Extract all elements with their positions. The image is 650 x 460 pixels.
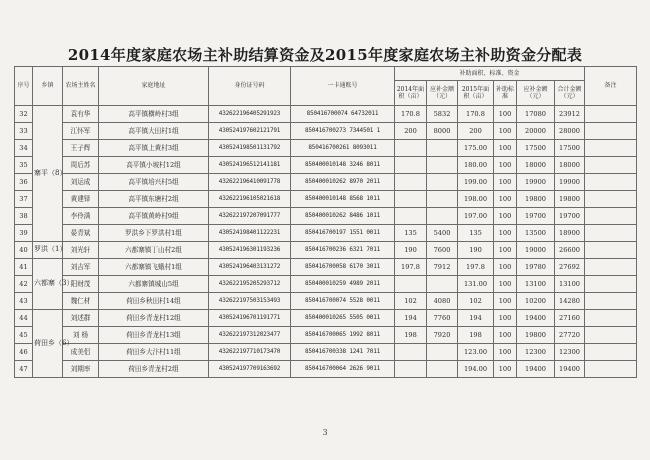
row-seq: 35 — [15, 157, 33, 174]
row-note — [585, 259, 637, 276]
row-pay-2015: 19000 — [517, 242, 555, 259]
row-area-2014 — [395, 157, 427, 174]
header-seq: 序号 — [15, 67, 33, 106]
town-cell: 荷田乡（6） — [33, 310, 63, 378]
row-standard: 100 — [494, 225, 517, 242]
row-id-number: 430524196512141181 — [209, 157, 291, 174]
row-area-2014 — [395, 276, 427, 293]
row-area-2015: 170.8 — [458, 106, 494, 123]
row-id-number: 430524198501131792 — [209, 140, 291, 157]
header-standard: 补助标准 — [494, 81, 517, 106]
header-total: 合计金额（元） — [555, 81, 585, 106]
town-cell: 寨平（8） — [33, 106, 63, 242]
row-account: 850400010262 8970 2011 — [291, 174, 395, 191]
row-note — [585, 123, 637, 140]
row-farmer: 刘 杨 — [63, 327, 99, 344]
row-pay-2015: 10200 — [517, 293, 555, 310]
row-standard: 100 — [494, 344, 517, 361]
row-standard: 100 — [494, 157, 517, 174]
row-pay-2015: 20000 — [517, 123, 555, 140]
row-note — [585, 276, 637, 293]
subsidy-table — [14, 66, 637, 378]
row-pay-2014 — [427, 140, 458, 157]
header-pay-2014: 应补金额（元） — [427, 81, 458, 106]
row-total: 26600 — [555, 242, 585, 259]
row-note — [585, 157, 637, 174]
row-standard: 100 — [494, 106, 517, 123]
page-title: 2014年度家庭农场主补助结算资金及2015年度家庭农场主补助资金分配表 — [67, 46, 583, 64]
row-farmer: 成美侣 — [63, 344, 99, 361]
row-pay-2014: 7600 — [427, 242, 458, 259]
table-body — [15, 106, 637, 378]
row-pay-2015: 19900 — [517, 174, 555, 191]
row-total: 18900 — [555, 225, 585, 242]
row-id-number: 430524196701191771 — [209, 310, 291, 327]
row-pay-2014: 4080 — [427, 293, 458, 310]
row-seq: 39 — [15, 225, 33, 242]
row-farmer: 袁有华 — [63, 106, 99, 123]
row-area-2015: 197.00 — [458, 208, 494, 225]
row-area-2014 — [395, 361, 427, 378]
row-account: 850416700064 2626 9011 — [291, 361, 395, 378]
row-total: 23912 — [555, 106, 585, 123]
row-address: 高平镇培兴村5组 — [99, 174, 209, 191]
row-note — [585, 310, 637, 327]
row-pay-2014 — [427, 361, 458, 378]
row-note — [585, 106, 637, 123]
row-pay-2015: 13500 — [517, 225, 555, 242]
row-area-2014: 102 — [395, 293, 427, 310]
row-farmer: 李伶满 — [63, 208, 99, 225]
row-account: 850416700338 1241 7011 — [291, 344, 395, 361]
row-account: 850416700197 1551 0011 — [291, 225, 395, 242]
table-row — [15, 259, 637, 276]
row-standard: 100 — [494, 242, 517, 259]
table-row — [15, 191, 637, 208]
row-id-number: 430524196403131272 — [209, 259, 291, 276]
row-area-2015: 123.00 — [458, 344, 494, 361]
row-seq: 45 — [15, 327, 33, 344]
row-area-2014 — [395, 191, 427, 208]
row-pay-2015: 19400 — [517, 361, 555, 378]
row-note — [585, 191, 637, 208]
row-total: 14280 — [555, 293, 585, 310]
row-standard: 100 — [494, 191, 517, 208]
row-address: 荷田乡青龙村13组 — [99, 327, 209, 344]
row-area-2014: 190 — [395, 242, 427, 259]
row-account: 850416700058 6170 3011 — [291, 259, 395, 276]
row-pay-2014 — [427, 174, 458, 191]
row-address: 荷田乡大汴村11组 — [99, 344, 209, 361]
row-standard: 100 — [494, 310, 517, 327]
table-row — [15, 327, 637, 344]
row-area-2014: 200 — [395, 123, 427, 140]
row-seq: 36 — [15, 174, 33, 191]
row-id-number: 432622197503153493 — [209, 293, 291, 310]
row-pay-2015: 18000 — [517, 157, 555, 174]
row-pay-2015: 17500 — [517, 140, 555, 157]
row-pay-2014 — [427, 157, 458, 174]
row-seq: 42 — [15, 276, 33, 293]
row-total: 13100 — [555, 276, 585, 293]
row-account: 850416700261 8093011 — [291, 140, 395, 157]
row-area-2015: 194.00 — [458, 361, 494, 378]
header-pay-2015: 应补金额（元） — [517, 81, 555, 106]
table-row — [15, 174, 637, 191]
row-area-2015: 175.00 — [458, 140, 494, 157]
row-total: 19400 — [555, 361, 585, 378]
table-row — [15, 208, 637, 225]
row-area-2015: 200 — [458, 123, 494, 140]
row-pay-2015: 19800 — [517, 191, 555, 208]
row-area-2014: 170.8 — [395, 106, 427, 123]
row-farmer: 刘吉军 — [63, 259, 99, 276]
town-cell: 六都寨（3） — [33, 259, 63, 310]
row-farmer: 刘述群 — [63, 310, 99, 327]
row-seq: 43 — [15, 293, 33, 310]
row-total: 27692 — [555, 259, 585, 276]
row-seq: 37 — [15, 191, 33, 208]
row-pay-2015: 19400 — [517, 310, 555, 327]
row-id-number: 432622197710173470 — [209, 344, 291, 361]
row-account: 850416700074 5528 0011 — [291, 293, 395, 310]
row-pay-2015: 19800 — [517, 327, 555, 344]
table-row — [15, 361, 637, 378]
header-address: 家庭地址 — [99, 67, 209, 106]
row-pay-2014 — [427, 191, 458, 208]
table-row — [15, 106, 637, 123]
row-note — [585, 293, 637, 310]
row-address: 六都寨镇飞蛾村1组 — [99, 259, 209, 276]
row-area-2014 — [395, 140, 427, 157]
row-area-2015: 180.00 — [458, 157, 494, 174]
row-standard: 100 — [494, 123, 517, 140]
row-area-2015: 135 — [458, 225, 494, 242]
row-id-number: 432622197312023477 — [209, 327, 291, 344]
row-pay-2015: 19700 — [517, 208, 555, 225]
table-row — [15, 293, 637, 310]
row-address: 六都寨镇丁山村2组 — [99, 242, 209, 259]
row-area-2015: 194 — [458, 310, 494, 327]
row-seq: 32 — [15, 106, 33, 123]
header-note: 备注 — [585, 67, 637, 106]
row-farmer: 刘运成 — [63, 174, 99, 191]
table-row — [15, 242, 637, 259]
header-account: 一卡通账号 — [291, 67, 395, 106]
row-note — [585, 242, 637, 259]
row-pay-2014: 7920 — [427, 327, 458, 344]
row-farmer: 刘光轩 — [63, 242, 99, 259]
table-row — [15, 310, 637, 327]
row-pay-2014: 7912 — [427, 259, 458, 276]
town-cell: 罗洪（1） — [33, 242, 63, 259]
row-area-2014: 197.8 — [395, 259, 427, 276]
row-id-number: 432622196410091778 — [209, 174, 291, 191]
row-id-number: 432622196105021618 — [209, 191, 291, 208]
row-address: 罗洪乡下罗洪村1组 — [99, 225, 209, 242]
row-pay-2015: 12300 — [517, 344, 555, 361]
row-area-2015: 102 — [458, 293, 494, 310]
row-address: 荷田乡秋田村14组 — [99, 293, 209, 310]
row-seq: 44 — [15, 310, 33, 327]
row-area-2014: 198 — [395, 327, 427, 344]
row-pay-2014: 5832 — [427, 106, 458, 123]
row-total: 17500 — [555, 140, 585, 157]
row-seq: 38 — [15, 208, 33, 225]
row-address: 荷田乡青龙村12组 — [99, 310, 209, 327]
row-account: 850400010148 3246 8011 — [291, 157, 395, 174]
header-town: 乡镇 — [33, 67, 63, 106]
row-area-2015: 190 — [458, 242, 494, 259]
row-seq: 40 — [15, 242, 33, 259]
row-farmer: 晏青斌 — [63, 225, 99, 242]
row-seq: 34 — [15, 140, 33, 157]
row-area-2015: 197.8 — [458, 259, 494, 276]
row-pay-2014: 8000 — [427, 123, 458, 140]
row-address: 荷田乡青龙村2组 — [99, 361, 209, 378]
row-standard: 100 — [494, 327, 517, 344]
row-area-2014 — [395, 174, 427, 191]
table-row — [15, 225, 637, 242]
row-standard: 100 — [494, 293, 517, 310]
row-standard: 100 — [494, 140, 517, 157]
row-total: 27160 — [555, 310, 585, 327]
header-id: 身份证号码 — [209, 67, 291, 106]
row-pay-2014: 5400 — [427, 225, 458, 242]
row-seq: 41 — [15, 259, 33, 276]
row-pay-2014 — [427, 208, 458, 225]
row-address: 六都寨镇城山5组 — [99, 276, 209, 293]
row-address: 高平镇小坡村12组 — [99, 157, 209, 174]
row-farmer: 王子辉 — [63, 140, 99, 157]
row-address: 高平镇大田村1组 — [99, 123, 209, 140]
row-seq: 47 — [15, 361, 33, 378]
row-farmer: 江怀军 — [63, 123, 99, 140]
row-pay-2015: 17080 — [517, 106, 555, 123]
row-note — [585, 140, 637, 157]
header-subsidy-group: 补助面积、标准、资金 — [395, 67, 585, 81]
row-address: 高平镇上黄村3组 — [99, 140, 209, 157]
row-account: 850416700074 64732011 — [291, 106, 395, 123]
row-account: 850400010262 8486 1011 — [291, 208, 395, 225]
row-farmer: 黄建铎 — [63, 191, 99, 208]
row-id-number: 432622196405291923 — [209, 106, 291, 123]
page-number: 3 — [322, 428, 328, 437]
row-address: 高平镇黄岭村9组 — [99, 208, 209, 225]
row-total: 12300 — [555, 344, 585, 361]
row-area-2015: 198 — [458, 327, 494, 344]
row-standard: 100 — [494, 174, 517, 191]
header-area-2014: 2014年面积（亩） — [395, 81, 427, 106]
row-account: 850400010265 5505 0011 — [291, 310, 395, 327]
row-farmer: 周后苏 — [63, 157, 99, 174]
row-farmer: 阳财茂 — [63, 276, 99, 293]
row-pay-2015: 19780 — [517, 259, 555, 276]
row-account: 850416700273 7344501 1 — [291, 123, 395, 140]
row-account: 850400010259 4989 2011 — [291, 276, 395, 293]
table-row — [15, 123, 637, 140]
row-address: 高平镇东塘村2组 — [99, 191, 209, 208]
row-account: 850416700065 1992 8011 — [291, 327, 395, 344]
row-total: 19800 — [555, 191, 585, 208]
row-id-number: 430524198401122231 — [209, 225, 291, 242]
row-account: 850400010148 8568 1011 — [291, 191, 395, 208]
row-pay-2014 — [427, 276, 458, 293]
table-row — [15, 140, 637, 157]
row-account: 850416700236 6321 7011 — [291, 242, 395, 259]
row-id-number: 430524196301193236 — [209, 242, 291, 259]
row-note — [585, 344, 637, 361]
row-id-number: 430524197709163692 — [209, 361, 291, 378]
row-note — [585, 361, 637, 378]
row-area-2014: 135 — [395, 225, 427, 242]
row-address: 高平镇横岭村3组 — [99, 106, 209, 123]
table-row — [15, 276, 637, 293]
row-total: 18000 — [555, 157, 585, 174]
row-pay-2014: 7760 — [427, 310, 458, 327]
row-standard: 100 — [494, 361, 517, 378]
row-area-2014 — [395, 208, 427, 225]
row-pay-2015: 13100 — [517, 276, 555, 293]
row-total: 19700 — [555, 208, 585, 225]
row-area-2014 — [395, 344, 427, 361]
table-row — [15, 344, 637, 361]
row-id-number: 432622197207091777 — [209, 208, 291, 225]
row-total: 19900 — [555, 174, 585, 191]
row-note — [585, 174, 637, 191]
row-seq: 46 — [15, 344, 33, 361]
header-farmer: 农场主姓名 — [63, 67, 99, 106]
row-pay-2014 — [427, 344, 458, 361]
row-farmer: 刘期率 — [63, 361, 99, 378]
header-area-2015: 2015年面积（亩） — [458, 81, 494, 106]
row-standard: 100 — [494, 259, 517, 276]
row-id-number: 430524197602121791 — [209, 123, 291, 140]
row-id-number: 432622195205293712 — [209, 276, 291, 293]
row-total: 27720 — [555, 327, 585, 344]
row-area-2014: 194 — [395, 310, 427, 327]
row-farmer: 魏仁材 — [63, 293, 99, 310]
row-seq: 33 — [15, 123, 33, 140]
table-row — [15, 157, 637, 174]
row-note — [585, 208, 637, 225]
row-note — [585, 225, 637, 242]
row-area-2015: 199.00 — [458, 174, 494, 191]
row-note — [585, 327, 637, 344]
row-total: 28000 — [555, 123, 585, 140]
row-area-2015: 131.00 — [458, 276, 494, 293]
row-standard: 100 — [494, 276, 517, 293]
row-area-2015: 198.00 — [458, 191, 494, 208]
row-standard: 100 — [494, 208, 517, 225]
